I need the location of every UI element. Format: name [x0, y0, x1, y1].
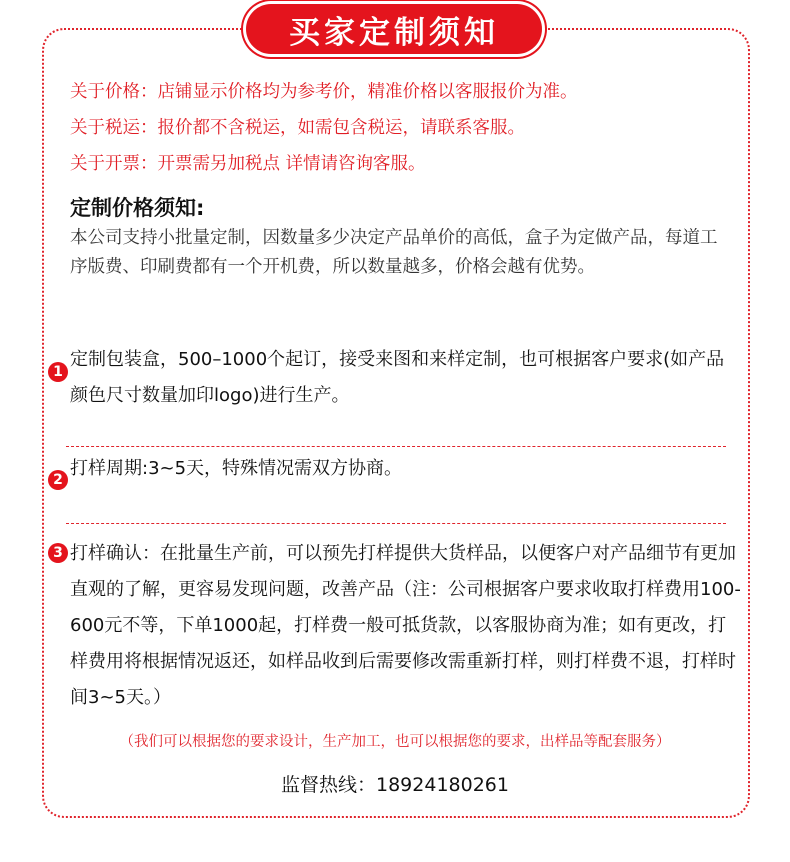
dashed-divider [66, 523, 726, 524]
hotline: 监督热线：18924180261 [281, 774, 509, 796]
notice-invoice: 关于开票：开票需另加税点 详情请咨询客服。 [70, 154, 426, 174]
dashed-divider [66, 446, 726, 447]
number-badge-2: 2 [48, 470, 68, 490]
number-badge-1: 1 [48, 362, 68, 382]
item-text-3: 打样确认：在批量生产前，可以预先打样提供大货样品，以便客户对产品细节有更加直观的了解，更容易发现问题，改善产品（注：公司根据客户要求收取打样费用100-600元不等，下单1000起，打样费一般可抵货款，以客服协商为准；如有更改，打样费用将根据情况返还，如样品收到后需要修改需重新打样，则打样费不退，打样时间3~5天。） [70, 543, 741, 708]
section-title: 定制价格须知: [70, 196, 205, 220]
item-text-1: 定制包装盒，500–1000个起订，接受来图和来样定制，也可根据客户要求(如产品颜色尺寸数量加印logo)进行生产。 [70, 349, 725, 406]
intro-paragraph: 本公司支持小批量定制，因数量多少决定产品单价的高低，盒子为定做产品，每道工序版费、印刷费都有一个开机费，所以数量越多，价格会越有优势。 [70, 228, 718, 277]
notice-tax-shipping: 关于税运：报价都不含税运，如需包含税运，请联系客服。 [70, 118, 525, 138]
number-badge-3: 3 [48, 543, 68, 563]
notice-price: 关于价格：店铺显示价格均为参考价，精准价格以客服报价为准。 [70, 82, 578, 102]
item-text-2: 打样周期:3~5天，特殊情况需双方协商。 [70, 458, 403, 479]
footnote: （我们可以根据您的要求设计，生产加工，也可以根据您的要求，出样品等配套服务） [119, 734, 671, 750]
page-title: 买家定制须知 [246, 4, 542, 54]
